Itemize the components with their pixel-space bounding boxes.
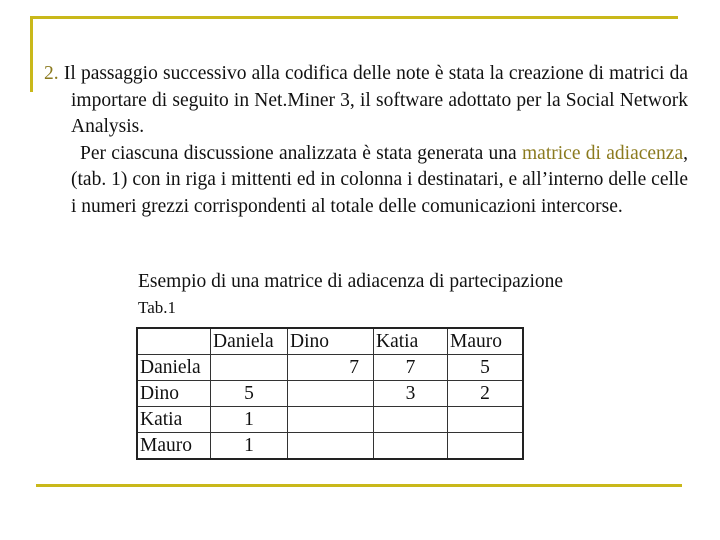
column-header: Mauro bbox=[448, 328, 524, 355]
table-corner-cell bbox=[137, 328, 211, 355]
paragraph-2 bbox=[44, 141, 688, 221]
paragraph-1 bbox=[44, 61, 688, 141]
column-header: Katia bbox=[374, 328, 448, 355]
table-cell: 3 bbox=[374, 381, 448, 407]
table-cell bbox=[288, 407, 374, 433]
column-header: Daniela bbox=[211, 328, 288, 355]
row-header: Katia bbox=[137, 407, 211, 433]
table-row bbox=[137, 381, 523, 407]
frame-bottom-rule bbox=[36, 484, 682, 487]
table-cell bbox=[288, 381, 374, 407]
table-caption: Esempio di una matrice di adiacenza di partecipazione bbox=[138, 271, 564, 292]
table-cell: 2 bbox=[448, 381, 524, 407]
table-cell: 7 bbox=[374, 355, 448, 381]
table-cell bbox=[374, 407, 448, 433]
paragraph-2-before: Per ciascuna discussione analizzata è stata generata una bbox=[80, 142, 523, 164]
table-cell bbox=[448, 433, 524, 460]
table-row bbox=[137, 433, 523, 460]
table-cell bbox=[211, 355, 288, 381]
column-header: Dino bbox=[288, 328, 374, 355]
table-cell: 5 bbox=[211, 381, 288, 407]
row-header: Dino bbox=[137, 381, 211, 407]
table-cell: 7 bbox=[288, 355, 374, 381]
table-cell: 1 bbox=[211, 407, 288, 433]
row-header: Mauro bbox=[137, 433, 211, 460]
paragraph-1-text: Il passaggio successivo alla codifica delle note è stata la creazione di matrici da importare di seguito in Net.Miner 3, il software adottato per la Social Network Analysis. bbox=[63, 63, 688, 137]
table-reference: Tab.1 bbox=[138, 298, 176, 317]
table-header-row bbox=[137, 328, 523, 355]
table-cell bbox=[448, 407, 524, 433]
paragraph-2-highlight: matrice di adiacenza bbox=[522, 142, 684, 164]
paragraph-number: 2. bbox=[44, 63, 59, 84]
table-row bbox=[137, 355, 523, 381]
table-cell bbox=[374, 433, 448, 460]
table-row bbox=[137, 407, 523, 433]
paragraph-2-after: , (tab. 1) con in riga i mittenti ed in colonna i destinatari, e all’interno delle celle i numeri grezzi corrispondenti al totale delle comunicazioni intercorse. bbox=[71, 142, 688, 217]
adjacency-matrix-table bbox=[136, 327, 524, 460]
frame-left-rule bbox=[30, 16, 33, 92]
table-cell bbox=[288, 433, 374, 460]
body-text bbox=[44, 61, 688, 220]
table-cell: 5 bbox=[448, 355, 524, 381]
table-cell: 1 bbox=[211, 433, 288, 460]
row-header: Daniela bbox=[137, 355, 211, 381]
frame-top-rule bbox=[30, 16, 678, 19]
